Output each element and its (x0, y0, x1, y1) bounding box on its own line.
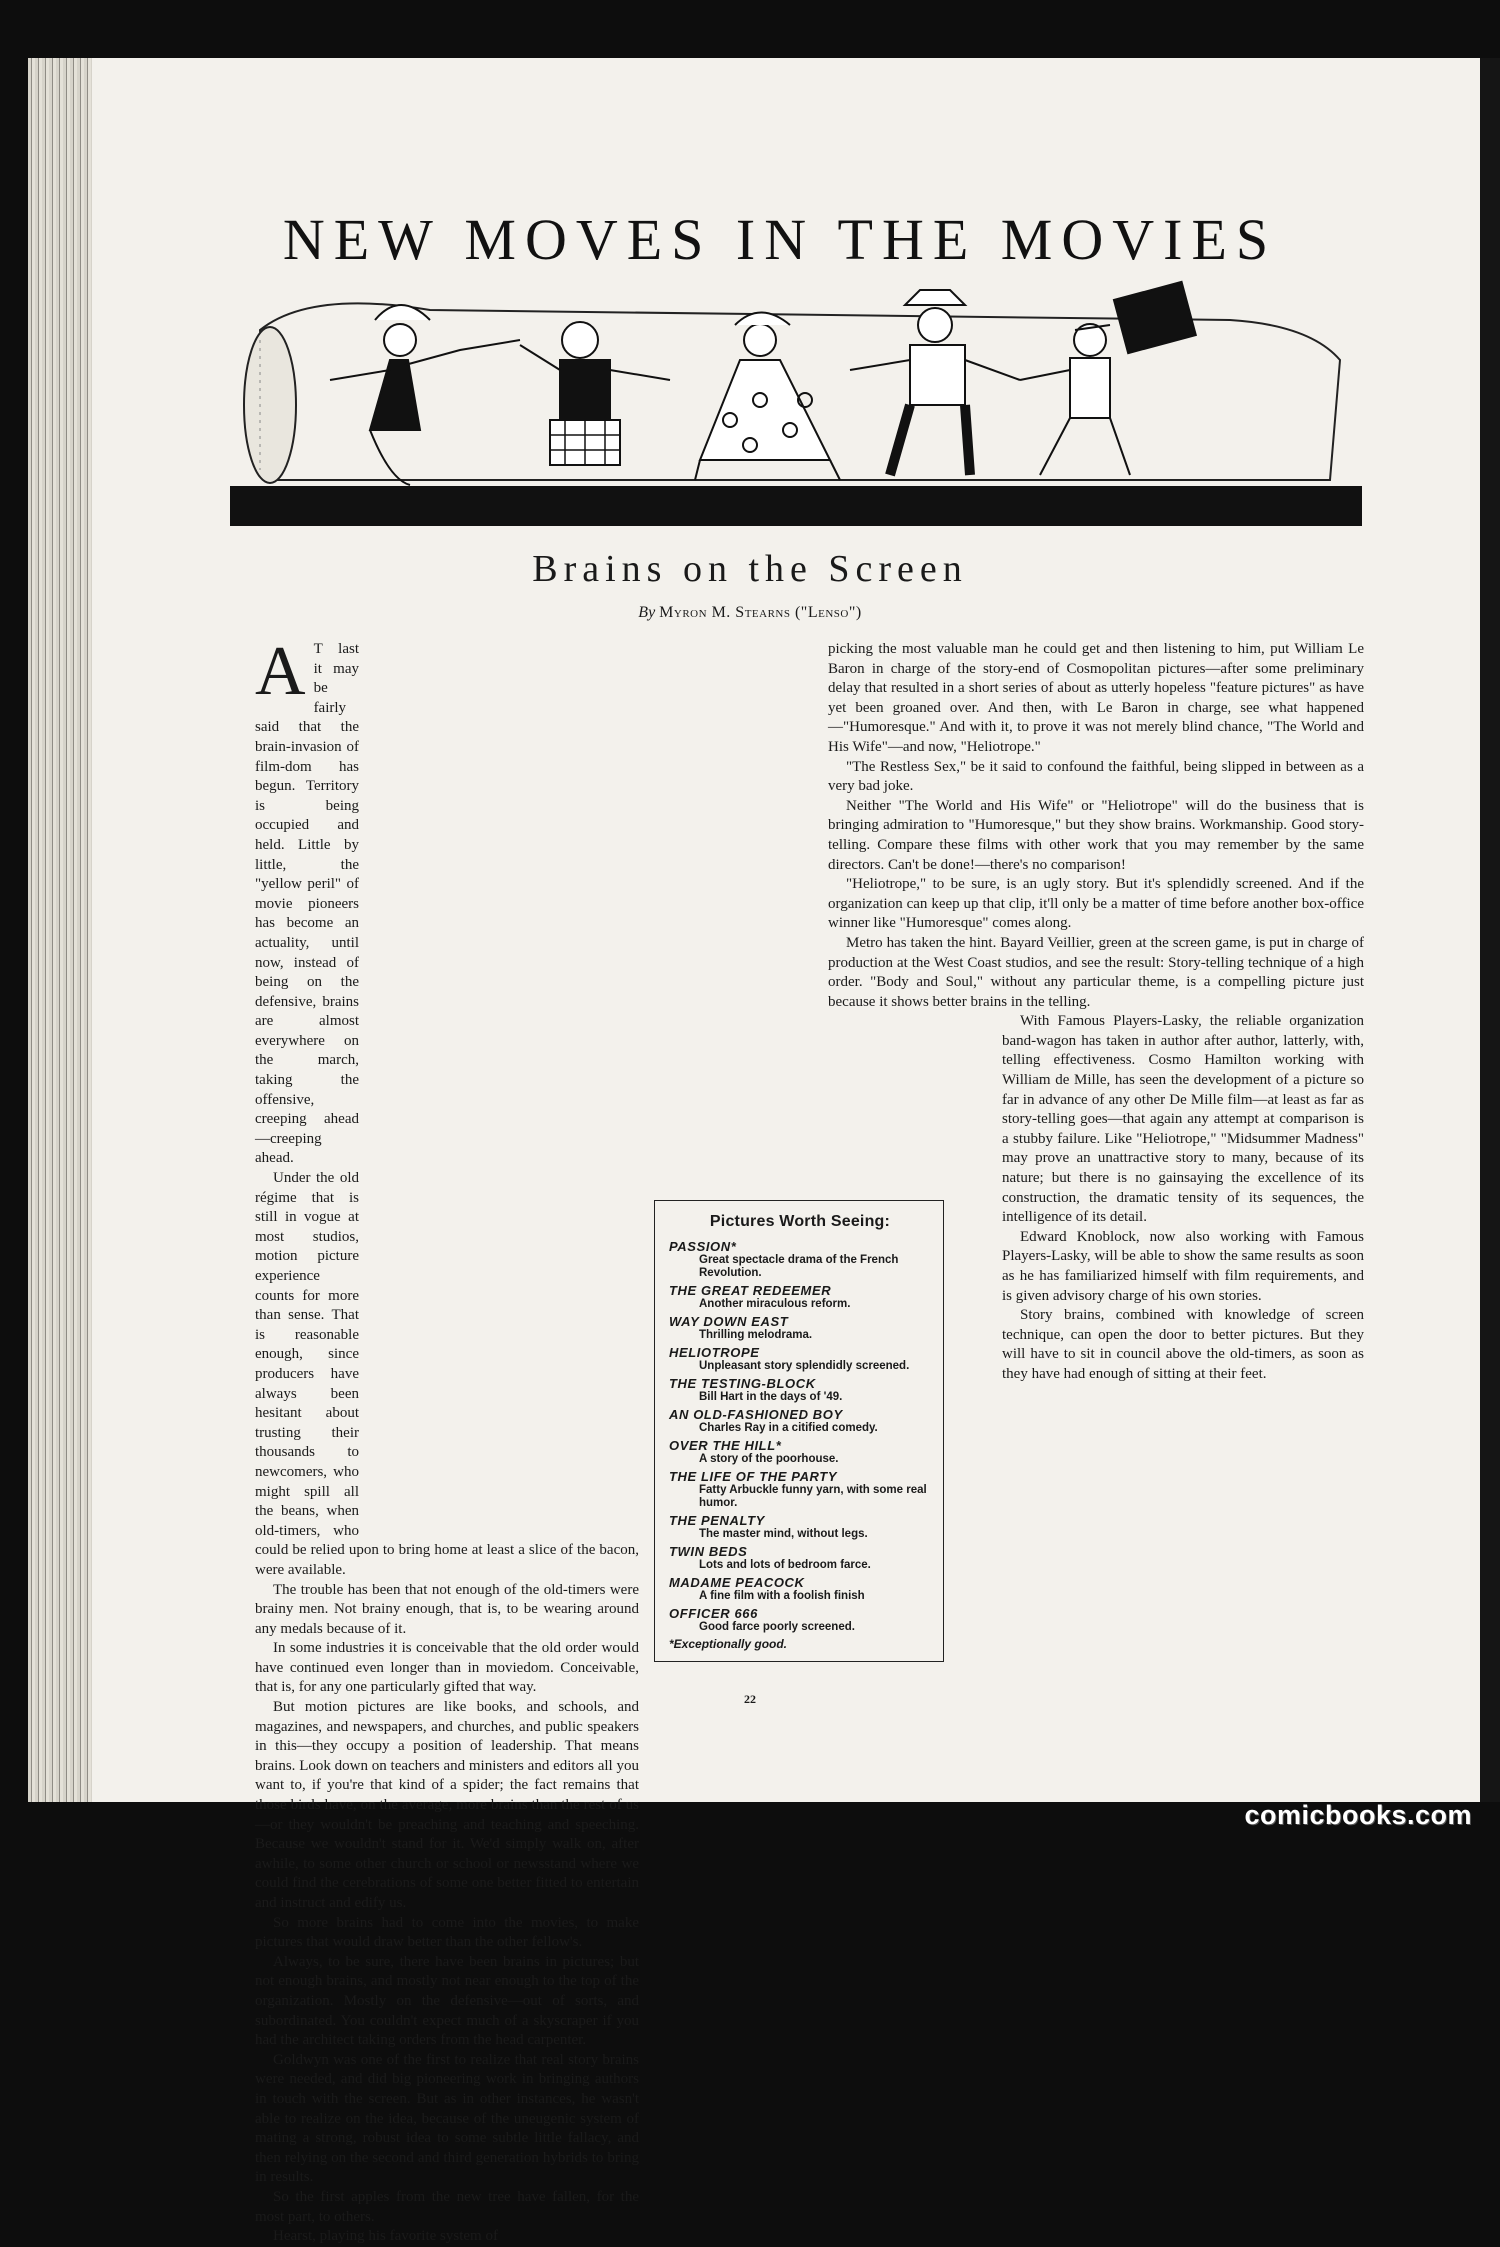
film-title: AN OLD-FASHIONED BOY (669, 1407, 843, 1422)
film-description: Lots and lots of bedroom farce. (699, 1559, 871, 1571)
film-title: OFFICER 666 (669, 1606, 758, 1621)
paragraph: "The Restless Sex," be it said to confound the faithful, being slipped in between as a very bad joke. (828, 758, 1364, 795)
film-title: THE LIFE OF THE PARTY (669, 1469, 838, 1484)
list-item (669, 1376, 931, 1404)
paragraph: "Heliotrope," to be sure, is an ugly story. But it's splendidly screened. And if the organization can keep up that clip, it'll only be a matter of time before another box-office winner like "Humoresque" comes along. (828, 876, 1364, 932)
paragraph: In some industries it is conceivable that the old order would have continued even longer than in moviedom. Conceivable, that is, for any one particularly gifted that way. (255, 1640, 639, 1696)
page-number: 22 (744, 1692, 756, 1706)
page-edge-stack (28, 58, 100, 1802)
paragraph: Goldwyn was one of the first to realize that real story brains were needed, and did big pioneering work in bringing authors in touch with the screen. But as in other instances, he wasn't able to realize on the idea, because of the uneugenic system of mating a strong, robust idea to some subtle little fallacy, and then relying on the second and third generation hybrids to bring in results. (255, 2051, 639, 2186)
film-description: Thrilling melodrama. (699, 1329, 813, 1341)
paragraph: picking the most valuable man he could get and then listening to him, put William Le Baron in charge of the story-end of Cosmopolitan pictures—after some preliminary delay that resulted in a short series of about as utterly hopeless "feature pictures" as have yet been groaned over. And then, with Le Baron in charge, see what happened—"Humoresque." And with it, to prove it was not merely blind chance, "The World and His Wife"—and now, "Heliotrope." (828, 641, 1364, 755)
paragraph: So more brains had to come into the movies, to make pictures that would draw better than the other fellow's. (255, 1914, 639, 1951)
paragraph: Story brains, combined with knowledge of screen technique, can open the door to better pictures. But they will have to sit in council above the old-timers, as soon as they have had enough of sitting at their feet. (1002, 1307, 1364, 1382)
list-item (669, 1239, 931, 1280)
film-description: Another miraculous reform. (699, 1298, 851, 1310)
paragraph: Edward Knoblock, now also working with Famous Players-Lasky, will be able to show the same results as soon as he has familiarized himself with film requirements, and is given advisory charge of his own stories. (1002, 1228, 1364, 1304)
paragraph: Under the old régime that is still in vogue at most studios, motion picture experience counts for more than sense. That is reasonable enough, since producers have always been hesitant about trusting their thousands to newcomers, who might spill all the beans, when old-timers, who could be relied upon to bring home at least a slice of the bacon, were available. (255, 1170, 639, 1578)
film-title: THE TESTING-BLOCK (669, 1376, 816, 1391)
list-item (669, 1345, 931, 1373)
film-title: OVER THE HILL* (669, 1438, 782, 1453)
box-heading: Pictures Worth Seeing: (709, 1213, 891, 1230)
film-description: Fatty Arbuckle funny yarn, with some real humor. (699, 1484, 927, 1509)
byline (500, 602, 1000, 624)
left-column (255, 633, 639, 2247)
film-title: THE GREAT REDEEMER (669, 1283, 832, 1298)
list-item (669, 1606, 931, 1634)
byline-prefix: By (638, 604, 656, 621)
paragraph: The trouble has been that not enough of the old-timers were brainy men. Not brainy enough, that is, to be wearing around any medals because of it. (255, 1581, 639, 1637)
film-title: TWIN BEDS (669, 1544, 748, 1559)
paragraph: Hearst, playing his favorite system of (273, 2228, 498, 2245)
site-watermark: comicbooks.com (1244, 1800, 1472, 1830)
masthead-title: NEW MOVES IN THE MOVIES (282, 207, 1278, 272)
film-description: The master mind, without legs. (699, 1528, 868, 1540)
film-title: HELIOTROPE (669, 1345, 760, 1360)
list-item (669, 1407, 931, 1435)
pictures-worth-seeing-box (654, 1200, 944, 1662)
facing-page-edge (1480, 58, 1500, 1802)
film-description: Charles Ray in a citified comedy. (699, 1422, 878, 1434)
film-description: A fine film with a foolish finish (699, 1590, 865, 1602)
article-title: Brains on the Screen (532, 548, 968, 590)
list-item (669, 1575, 931, 1603)
paragraph: But motion pictures are like books, and schools, and magazines, and newspapers, and churches, and public speakers in this—they occupy a position of leadership. That means brains. Look down on teachers and ministers and editors all you want to, if you're that kind of a spider; the fact remains that those birds have, on the average, more brains than the rest of us—or they wouldn't be preaching and teaching and speeching. Because we wouldn't stand for it. We'd simply walk on, after awhile, to some other church or school or newsstand where we could find the cerebrations of some one better fitted to entertain and instruct and edify us. (255, 1699, 639, 1911)
film-description: Bill Hart in the days of '49. (699, 1391, 843, 1403)
film-title: THE PENALTY (669, 1513, 765, 1528)
paragraph: T last it may be fairly said that the brain-invasion of film-dom has begun. Territory is being occupied and held. Little by little, the "yellow peril" of movie pioneers has become an actuality, until now, instead of being on the defensive, brains are almost everywhere on the march, taking the offensive, creeping ahead—creeping ahead. (255, 641, 359, 1167)
film-title: MADAME PEACOCK (669, 1575, 805, 1590)
drop-cap: A (255, 633, 306, 710)
film-description: Unpleasant story splendidly screened. (699, 1360, 910, 1372)
byline-author: Myron M. Stearns ("Lenso") (659, 604, 862, 621)
list-item (669, 1544, 931, 1572)
list-item (669, 1283, 931, 1311)
paragraph: Metro has taken the hint. Bayard Veillier, green at the screen game, is put in charge of production at the West Coast studios, and see the result: Story-telling technique of a high order. "Body and Soul," without any particular theme, is a compelling picture just because it shows better brains in the telling. (828, 934, 1364, 1010)
paragraph: With Famous Players-Lasky, the reliable organization band-wagon has taken in author after author, latterly, with, telling effectiveness. Cosmo Hamilton working with William de Mille, has seen the development of a picture so far in advance of any other De Mille film—at least as far as story-telling goes—that again any attempt at comparison is a stubby failure. Like "Heliotrope," "Midsummer Madness" may prove an unattractive story to many, because of its nature; but there is no gainsaying the excellence of its construction, the dramatic tensity of its sequences, the intelligence of its detail. (1002, 1013, 1364, 1226)
film-description: A story of the poorhouse. (699, 1453, 839, 1465)
list-item (669, 1469, 931, 1510)
film-description: Good farce poorly screened. (699, 1621, 855, 1633)
paragraph: Always, to be sure, there have been brains in pictures; but not enough brains, and mostly not near enough to the top of the organization. Mostly on the defensive—out of sorts, and subordinated. You couldn't expect much of a skyscraper if you had the architect taking orders from the head carpenter. (255, 1953, 639, 2049)
list-item (669, 1513, 931, 1541)
paragraph: So the first apples from the new tree have fallen, for the most part, to others. (255, 2188, 639, 2225)
film-description: Great spectacle drama of the French Revolution. (699, 1254, 899, 1279)
box-footnote: *Exceptionally good. (669, 1637, 788, 1651)
film-title: PASSION* (669, 1239, 737, 1254)
paragraph: Neither "The World and His Wife" or "Heliotrope" will do the business that is bringing admiration to "Humoresque," but they show brains. Workmanship. Good story-telling. Compare these films with other work that you may remember by the same directors. Can't be done!—there's no comparison! (828, 797, 1364, 873)
parade-illustration (230, 270, 1362, 526)
list-item (669, 1314, 931, 1342)
list-item (669, 1438, 931, 1466)
film-title: WAY DOWN EAST (669, 1314, 789, 1329)
